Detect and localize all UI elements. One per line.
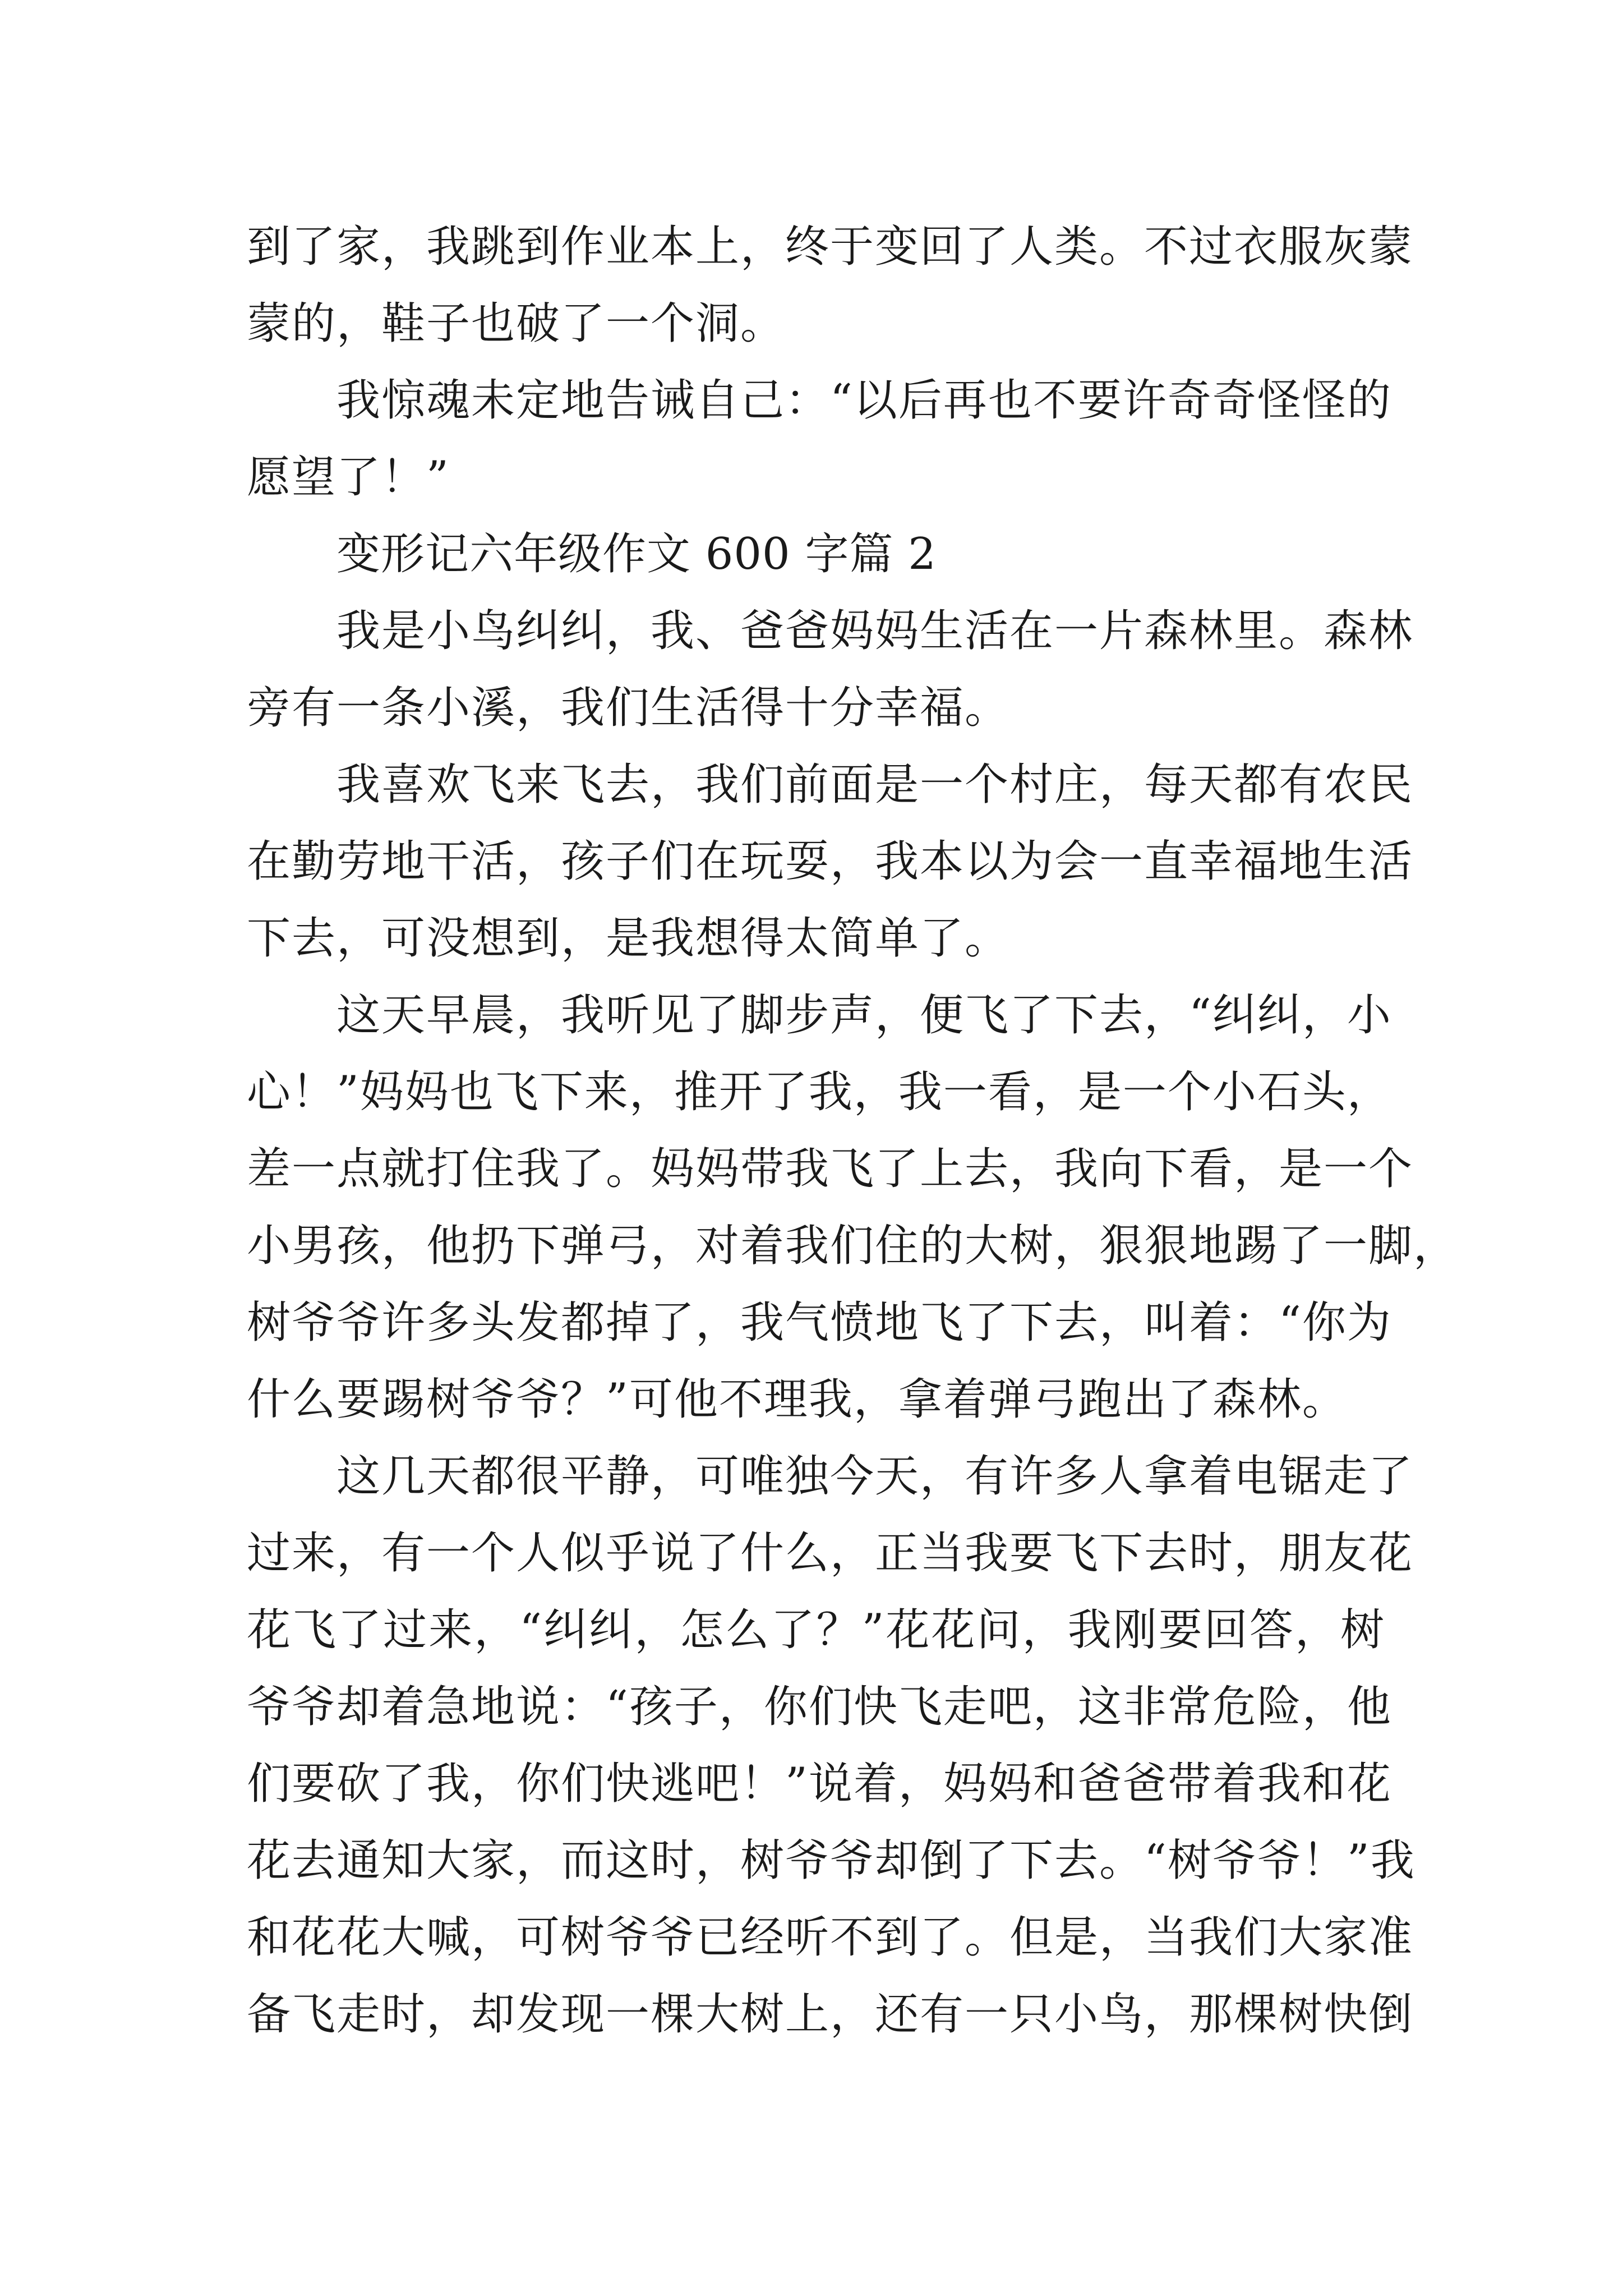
text-line: 什么要踢树爷爷？”可他不理我，拿着弹弓跑出了森林。 xyxy=(247,1374,1347,1425)
paragraph xyxy=(247,209,1414,362)
heading-text: 变形记六年级作文 600 字篇 2 xyxy=(336,529,937,579)
essay-body xyxy=(247,209,1459,2053)
paragraph xyxy=(247,977,1459,1438)
paragraph xyxy=(247,1438,1415,2053)
text-line: 旁有一条小溪，我们生活得十分幸福。 xyxy=(247,683,1010,733)
text-line: 这几天都很平静，可唯独今天，有许多人拿着电锯走了 xyxy=(336,1451,1414,1502)
text-line: 愿望了！” xyxy=(247,452,450,503)
text-line: 下去，可没想到，是我想得太简单了。 xyxy=(247,913,1010,964)
paragraph xyxy=(247,747,1414,977)
text-line: 过来，有一个人似乎说了什么，正当我要飞下去时，朋友花 xyxy=(247,1528,1414,1579)
text-line: 在勤劳地干活，孩子们在玩耍，我本以为会一直幸福地生活 xyxy=(247,836,1414,887)
paragraph xyxy=(247,593,1414,747)
text-line: 爷爷却着急地说：“孩子，你们快飞走吧，这非常危险，他 xyxy=(247,1682,1392,1732)
text-line: 到了家，我跳到作业本上，终于变回了人类。不过衣服灰蒙 xyxy=(247,222,1414,272)
text-line: 备飞走时，却发现一棵大树上，还有一只小鸟，那棵树快倒 xyxy=(247,1989,1414,2040)
text-line: 我喜欢飞来飞去，我们前面是一个村庄，每天都有农民 xyxy=(336,760,1414,810)
text-line: 花飞了过来，“纠纠，怎么了？”花花问，我刚要回答，树 xyxy=(247,1605,1385,1655)
text-line: 和花花大喊，可树爷爷已经听不到了。但是，当我们大家准 xyxy=(247,1912,1414,1963)
text-line: 我是小鸟纠纠，我、爸爸妈妈生活在一片森林里。森林 xyxy=(336,606,1414,656)
text-line: 树爷爷许多头发都掉了，我气愤地飞了下去，叫着：“你为 xyxy=(247,1297,1392,1348)
text-line: 们要砍了我，你们快逃吧！”说着，妈妈和爸爸带着我和花 xyxy=(247,1759,1392,1809)
text-line: 蒙的，鞋子也破了一个洞。 xyxy=(247,298,786,349)
section-heading xyxy=(247,516,1385,593)
text-line: 花去通知大家，而这时，树爷爷却倒了下去。“树爷爷！”我 xyxy=(247,1835,1415,1886)
text-line: 差一点就打住我了。妈妈带我飞了上去，我向下看，是一个 xyxy=(247,1144,1414,1194)
text-line: 我惊魂未定地告诫自己：“以后再也不要许奇奇怪怪的 xyxy=(336,375,1392,426)
text-line: 这天早晨，我听见了脚步声，便飞了下去，“纠纠，小 xyxy=(336,990,1392,1041)
text-line: 小男孩，他扔下弹弓，对着我们住的大树，狠狠地踢了一脚， xyxy=(247,1221,1459,1271)
paragraph xyxy=(247,362,1392,516)
text-line: 心！”妈妈也飞下来，推开了我，我一看，是一个小石头， xyxy=(247,1067,1392,1117)
